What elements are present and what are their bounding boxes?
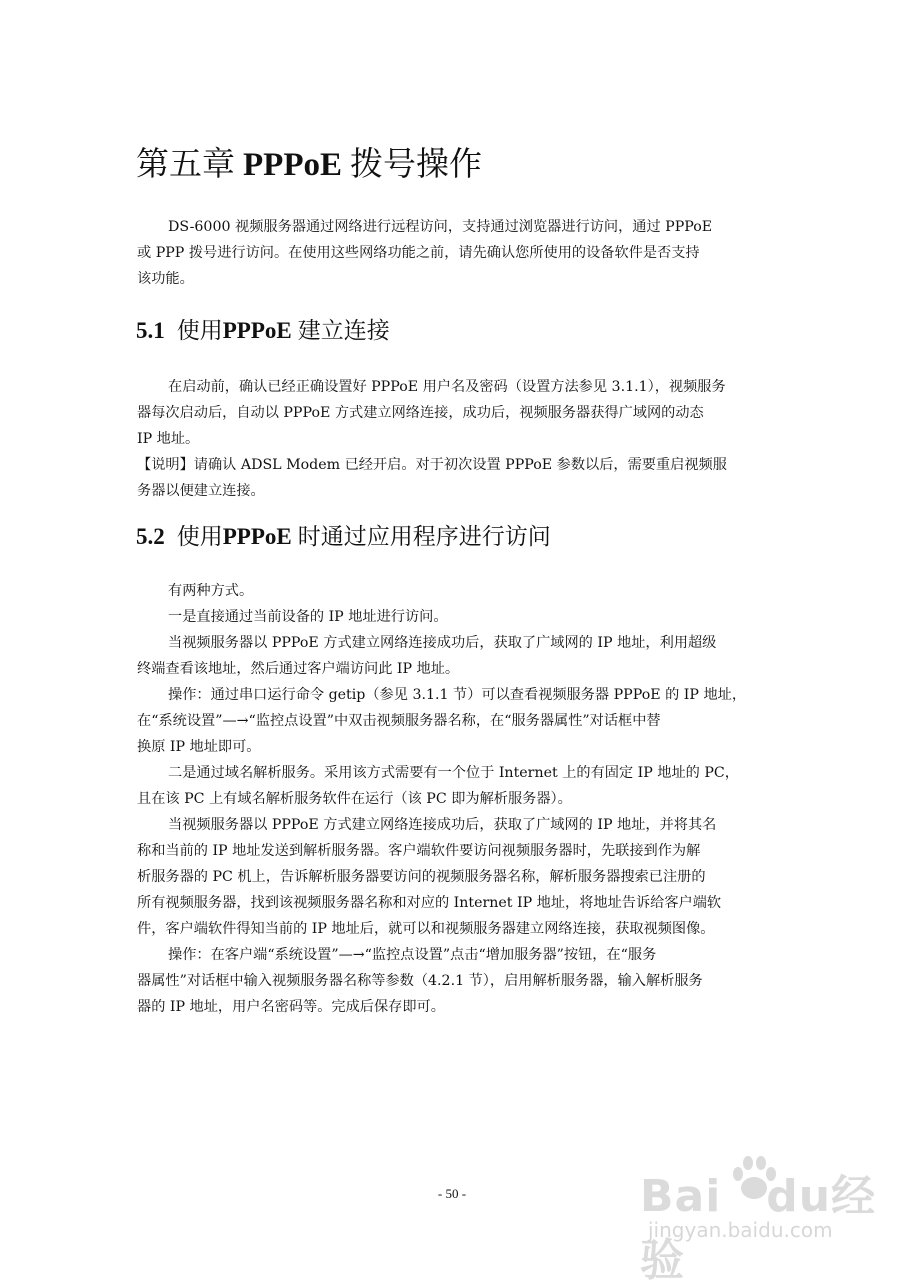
body-line: 一是直接通过当前设备的 IP 地址进行访问。 xyxy=(168,609,448,625)
body-line: 当视频服务器以 PPPoE 方式建立网络连接成功后，获取了广域网的 IP 地址，利用超级 xyxy=(168,635,717,651)
section-title-latin: PPPoE xyxy=(222,524,292,549)
body-line: 件，客户端软件得知当前的 IP 地址后，就可以和视频服务器建立网络连接，获取视频图像。 xyxy=(137,921,715,937)
baidu-jingyan-watermark xyxy=(640,1148,880,1286)
section-5-2-title xyxy=(136,520,551,554)
body-line: 在“系统设置”—→“监控点设置”中双击视频服务器名称，在“服务器属性”对话框中替 xyxy=(137,713,661,729)
watermark-logo: Bai du经验 xyxy=(640,1171,877,1286)
section-title-post: 建立连接 xyxy=(297,318,390,344)
body-line: 在启动前，确认已经正确设置好 PPPoE 用户名及密码（设置方法参见 3.1.1），视频服务 xyxy=(168,379,726,395)
page-number: - 50 - xyxy=(437,1186,467,1201)
body-line: 所有视频服务器，找到该视频服务器名称和对应的 Internet IP 地址，将地址告诉给客户端软 xyxy=(137,895,722,911)
note-line: 务器以便建立连接。 xyxy=(137,483,265,499)
intro-line: DS-6000 视频服务器通过网络进行远程访问，支持通过浏览器进行访问，通过 PPPoE xyxy=(168,219,713,235)
chapter-prefix: 第五章 xyxy=(136,144,235,183)
watermark-url: jingyan.baidu.com xyxy=(648,1218,833,1242)
chapter-title xyxy=(136,140,482,189)
body-line: 器属性”对话框中输入视频服务器名称等参数（4.2.1 节），启用解析服务器，输入解析服务 xyxy=(137,973,703,989)
body-line: 操作：在客户端“系统设置”—→“监控点设置”点击“增加服务器”按钮，在“服务 xyxy=(168,947,657,963)
intro-line: 或 PPP 拨号进行访问。在使用这些网络功能之前，请先确认您所使用的设备软件是否支持 xyxy=(137,245,700,261)
section-5-1-body xyxy=(137,374,771,504)
body-line: 析服务器的 PC 机上，告诉解析服务器要访问的视频服务器名称，解析服务器搜索已注册的 xyxy=(137,869,706,885)
section-5-2-body xyxy=(137,578,771,1020)
body-line: 有两种方式。 xyxy=(168,583,254,599)
section-title-pre: 使用 xyxy=(176,318,223,344)
body-line: IP 地址。 xyxy=(137,431,200,447)
body-line: 器每次启动后，自动以 PPPoE 方式建立网络连接，成功后，视频服务器获得广域网的动态 xyxy=(137,405,704,421)
body-line: 当视频服务器以 PPPoE 方式建立网络连接成功后，获取了广域网的 IP 地址，并将其名 xyxy=(168,817,717,833)
section-5-1-title xyxy=(136,314,390,348)
note-line: 【说明】请确认 ADSL Modem 已经开启。对于初次设置 PPPoE 参数以后，需要重启视频服 xyxy=(137,457,727,473)
section-title-latin: PPPoE xyxy=(222,318,292,343)
chapter-suffix: 拨号操作 xyxy=(349,144,482,183)
body-line: 操作：通过串口运行命令 getip（参见 3.1.1 节）可以查看视频服务器 PPPoE 的 IP 地址， xyxy=(168,687,747,703)
body-line: 换原 IP 地址即可。 xyxy=(137,739,261,755)
section-title-pre: 使用 xyxy=(176,524,223,550)
section-number: 5.1 xyxy=(136,318,165,343)
intro-line: 该功能。 xyxy=(137,271,194,287)
section-title-post: 时通过应用程序进行访问 xyxy=(297,524,551,550)
intro-paragraph xyxy=(137,214,771,292)
body-line: 器的 IP 地址，用户名密码等。完成后保存即可。 xyxy=(137,999,445,1015)
body-line: 二是通过域名解析服务。采用该方式需要有一个位于 Internet 上的有固定 IP 地址的 PC， xyxy=(168,765,739,781)
body-line: 称和当前的 IP 地址发送到解析服务器。客户端软件要访问视频服务器时，先联接到作为解 xyxy=(137,843,701,859)
section-number: 5.2 xyxy=(136,524,165,549)
chapter-latin: PPPoE xyxy=(243,147,342,183)
body-line: 且在该 PC 上有域名解析服务软件在运行（该 PC 即为解析服务器）。 xyxy=(137,791,572,807)
body-line: 终端查看该地址，然后通过客户端访问此 IP 地址。 xyxy=(137,661,460,677)
